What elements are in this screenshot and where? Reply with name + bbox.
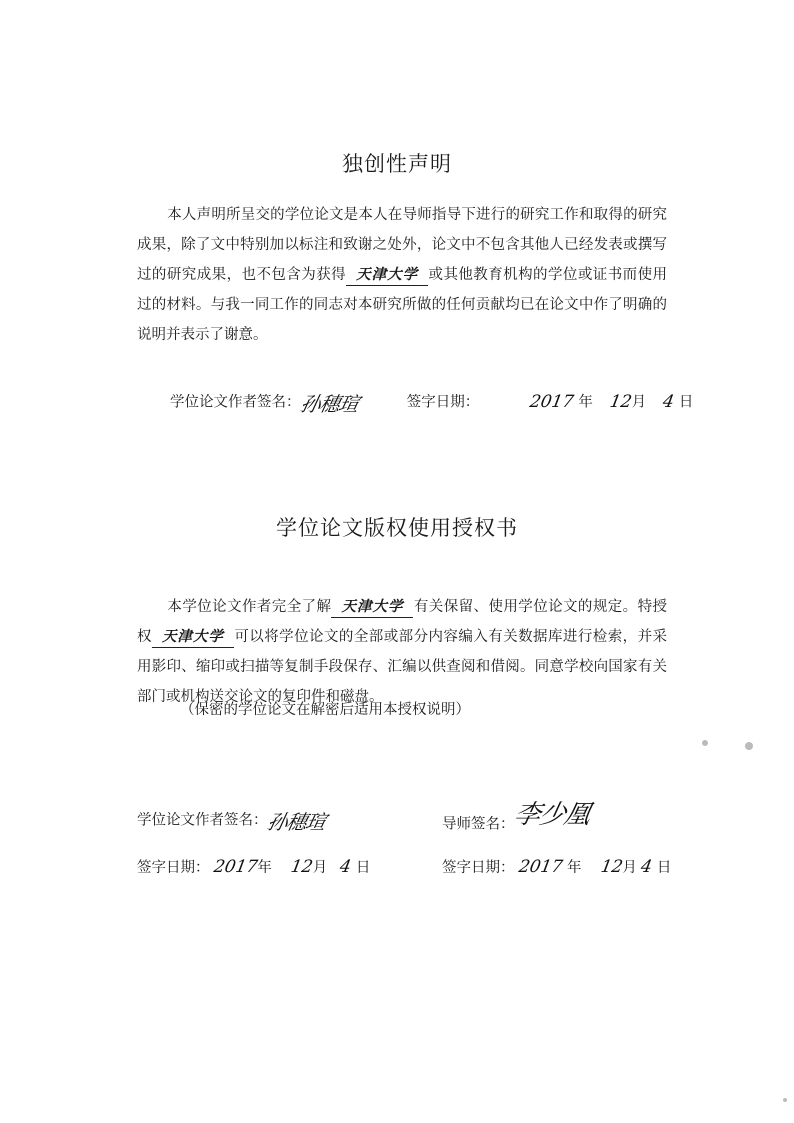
authorization-author-year-unit: 年 xyxy=(257,860,272,876)
authorization-advisor-sign-line xyxy=(442,800,593,843)
authorization-author-day-unit: 日 xyxy=(355,860,371,876)
authorization-author-date-year: 2017 xyxy=(212,857,260,877)
authorization-text-1: 本学位论文作者完全了解 xyxy=(167,599,332,615)
declaration-author-sign-label: 学位论文作者签名： xyxy=(170,394,301,411)
authorization-advisor-date-line xyxy=(442,856,671,877)
authorization-advisor-month-unit: 月 xyxy=(622,860,637,876)
scan-speck xyxy=(702,740,708,746)
authorization-advisor-date-day: 4 xyxy=(639,857,655,877)
declaration-date-month: 12 xyxy=(608,391,634,412)
declaration-institution-blank: 天津大学 xyxy=(346,265,428,286)
authorization-author-month-unit: 月 xyxy=(312,860,328,876)
declaration-paragraph xyxy=(137,200,667,350)
authorization-advisor-signature: 李少凰 xyxy=(510,800,593,830)
authorization-paragraph xyxy=(137,592,667,712)
authorization-text-2: 有关保留、使用学位论文的规定。特授权 xyxy=(137,599,668,645)
authorization-author-date-line xyxy=(137,856,370,877)
declaration-year-unit: 年 xyxy=(578,394,593,411)
declaration-text-before: 本人声明所呈交的学位论文是本人在导师指导下进行的研究工作和取得的研究成果，除了文中特别加以标注和致谢之处外，论文中不包含其他人已经发表或撰写过的研究成果，也不包含为获得 xyxy=(137,207,667,283)
authorization-advisor-date-label: 签字日期： xyxy=(442,860,515,876)
authorization-advisor-date-year: 2017 xyxy=(517,857,565,877)
authorization-author-sign-label: 学位论文作者签名： xyxy=(137,812,268,829)
declaration-day-unit: 日 xyxy=(678,394,694,411)
authorization-blank-2: 天津大学 xyxy=(152,627,234,648)
scan-speck xyxy=(745,742,753,750)
declaration-date-label: 签字日期： xyxy=(406,394,480,411)
authorization-note: （保密的学位论文在解密后适用本授权说明） xyxy=(180,702,470,718)
authorization-text-3: 可以将学位论文的全部或部分内容编入有关数据库进行检索，并采用影印、缩印或扫描等复制手段保存、汇编以供查阅和借阅。同意学校向国家有关部门或机构送交论文的复印件和磁盘。 xyxy=(137,629,668,705)
authorization-author-date-label: 签字日期： xyxy=(137,860,210,876)
declaration-date-year: 2017 xyxy=(528,391,576,412)
authorization-advisor-date-month: 12 xyxy=(598,857,625,877)
declaration-date-day: 4 xyxy=(661,391,676,412)
authorization-advisor-year-unit: 年 xyxy=(566,860,582,876)
authorization-blank-1: 天津大学 xyxy=(331,597,413,618)
authorization-author-signature: 孙穗瑄 xyxy=(264,810,327,834)
declaration-signature-line xyxy=(170,388,693,417)
declaration-author-signature: 孙穗瑄 xyxy=(297,392,360,416)
authorization-advisor-day-unit: 日 xyxy=(656,860,672,876)
declaration-month-unit: 月 xyxy=(631,394,647,411)
authorization-title: 学位论文版权使用授权书 xyxy=(276,516,518,540)
authorization-author-sign-line xyxy=(137,806,325,835)
authorization-author-date-month: 12 xyxy=(289,857,315,877)
declaration-title: 独创性声明 xyxy=(342,152,452,176)
authorization-advisor-sign-label: 导师签名： xyxy=(442,816,515,833)
scan-speck xyxy=(783,1098,787,1102)
declaration-text-after: 或其他教育机构的学位或证书而使用过的材料。与我一同工作的同志对本研究所做的任何贡献均已在论文中作了明确的说明并表示了谢意。 xyxy=(137,267,668,343)
authorization-author-date-day: 4 xyxy=(338,857,354,877)
